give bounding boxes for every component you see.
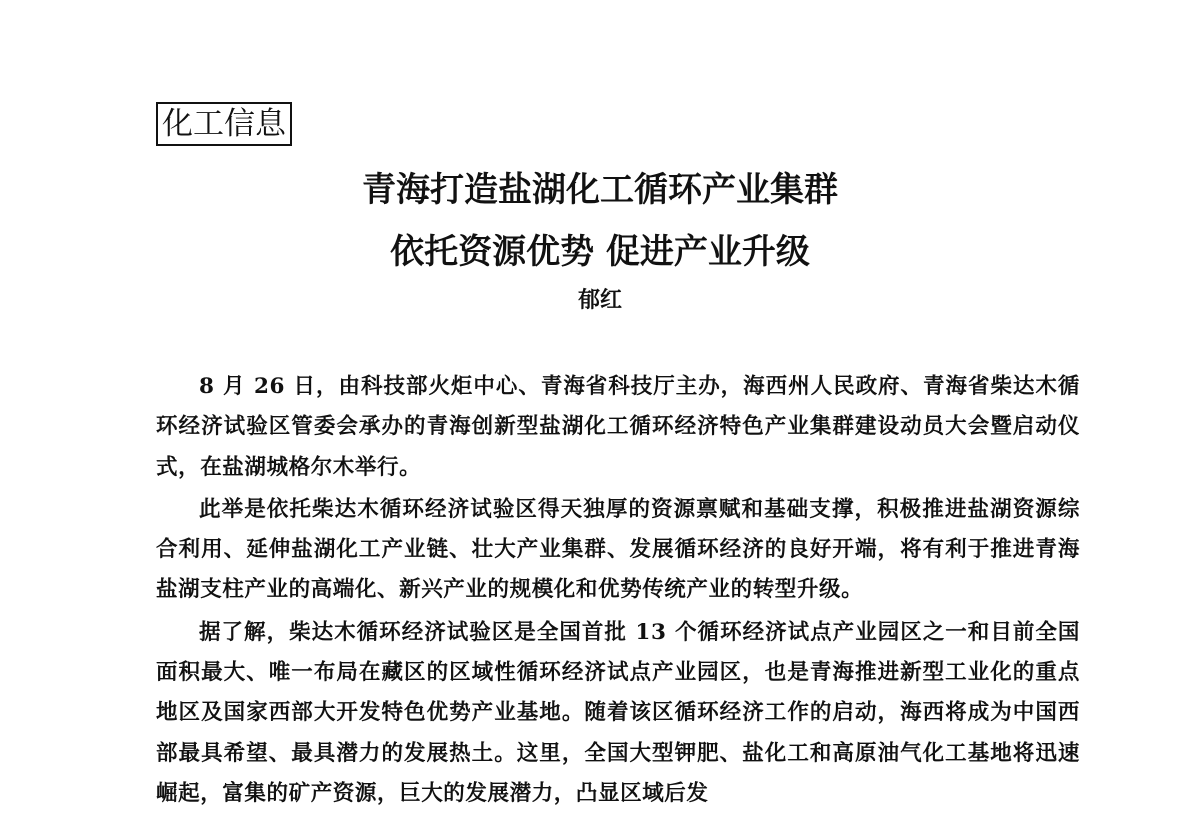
article-author: 郁红 xyxy=(577,288,622,313)
article-body xyxy=(156,367,1080,816)
article-paragraph: 8 月 26 日，由科技部火炬中心、青海省科技厅主办，海西州人民政府、青海省柴达木循环经济试验区管委会承办的青海创新型盐湖化工循环经济特色产业集群建设动员大会暨启动仪式，在盐湖城格尔木举行。 xyxy=(156,374,1080,480)
article-paragraph: 据了解，柴达木循环经济试验区是全国首批 13 个循环经济试点产业园区之一和目前全国面积最大、唯一布局在藏区的区域性循环经济试点产业园区，也是青海推进新型工业化的重点地区及国家西部大开发特色优势产业基地。随着该区循环经济工作的启动，海西将成为中国西部最具希望、最具潜力的发展热土。这里，全国大型钾肥、盐化工和高原油气化工基地将迅速崛起，富集的矿产资源，巨大的发展潜力，凸显区域后发 xyxy=(156,619,1080,806)
article-title: 青海打造盐湖化工循环产业集群 xyxy=(362,170,838,210)
article-paragraph: 此举是依托柴达木循环经济试验区得天独厚的资源禀赋和基础支撑，积极推进盐湖资源综合利用、延伸盐湖化工产业链、壮大产业集群、发展循环经济的良好开端，将有利于推进青海盐湖支柱产业的高端化、新兴产业的规模化和优势传统产业的转型升级。 xyxy=(156,496,1080,603)
section-tag: 化工信息 xyxy=(156,102,292,146)
article-subtitle: 依托资源优势 促进产业升级 xyxy=(390,232,810,272)
